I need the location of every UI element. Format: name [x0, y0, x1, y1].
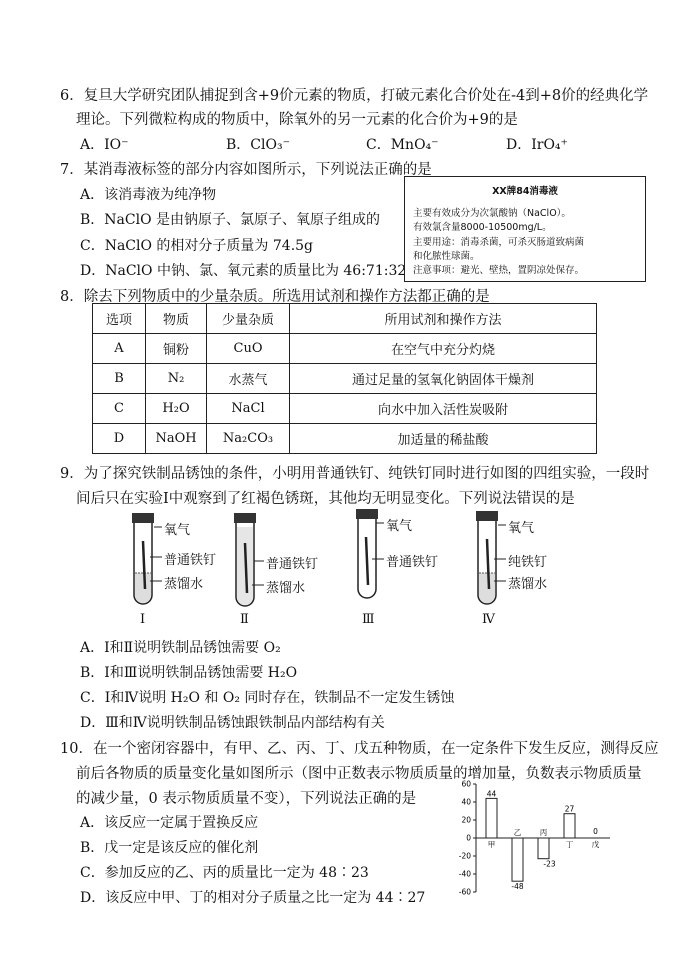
test-tube-1 [132, 513, 162, 604]
q10-option-b: B．戊一定是该反应的催化剂 [80, 840, 259, 856]
q7-option-a: A．该消毒液为纯净物 [80, 187, 217, 203]
table-cell: 铜粉 [146, 334, 207, 364]
bar-4 [564, 814, 575, 838]
tube4-numeral: Ⅳ [482, 612, 495, 627]
q6-stem-line2: 理论。下列微粒构成的物质中，除氧外的另一元素的化合价为+9的是 [76, 112, 518, 128]
category-label: 丙 [539, 828, 548, 837]
table-cell: NaOH [146, 424, 207, 454]
table-cell: Na₂CO₃ [207, 424, 290, 454]
q9-option-a: A．Ⅰ和Ⅱ说明铁制品锈蚀需要 O₂ [80, 640, 281, 656]
tube3-label-nail: 普通铁钉 [386, 555, 439, 570]
label-line: 有效氯含量8000-10500mg/L。 [413, 222, 552, 233]
table-row [93, 394, 597, 424]
data-label: -48 [511, 882, 524, 892]
tube4-label-nail: 纯铁钉 [508, 555, 548, 570]
label-line: 主要用途：消毒杀菌，可杀灭肠道致病菌 [413, 237, 585, 248]
q10-option-c: C．参加反应的乙、丙的质量比一定为 48∶23 [80, 865, 369, 881]
tube1-label-nail: 普通铁钉 [164, 553, 217, 568]
table-row [93, 424, 597, 454]
q9-option-d: D．Ⅲ和Ⅳ说明铁制品锈蚀跟铁制品内部结构有关 [80, 715, 385, 731]
table-header: 所用试剂和操作方法 [290, 304, 597, 334]
table-header: 少量杂质 [207, 304, 290, 334]
bar-2 [512, 838, 523, 881]
category-label: 甲 [487, 840, 496, 849]
q9-option-c: C．Ⅰ和Ⅳ说明 H₂O 和 O₂ 同时存在，铁制品不一定发生锈蚀 [80, 690, 455, 706]
tube1-label-water: 蒸馏水 [164, 577, 204, 592]
test-tube-3 [356, 509, 384, 598]
test-tube-4 [476, 511, 506, 604]
table-cell: 在空气中充分灼烧 [290, 334, 597, 364]
q10-stem-line1: 10．在一个密闭容器中，有甲、乙、丙、丁、戊五种物质，在一定条件下发生反应，测得反应 [60, 741, 659, 757]
table-cell: H₂O [146, 394, 207, 424]
q6-option-d: D．IrO₄⁺ [506, 137, 568, 153]
table-cell: A [93, 334, 146, 364]
y-tick-label: -60 [458, 887, 471, 897]
tube2-label-nail: 普通铁钉 [266, 557, 319, 572]
bar-3 [538, 838, 549, 859]
q9-option-b: B．Ⅰ和Ⅲ说明铁制品锈蚀需要 H₂O [80, 665, 298, 681]
label-line: 和化脓性球菌。 [413, 251, 480, 262]
table-cell: N₂ [146, 364, 207, 394]
label-title: XX牌84消毒液 [492, 186, 558, 197]
y-tick-label: 40 [461, 797, 471, 807]
table-header: 选项 [93, 304, 146, 334]
q7-option-c: C．NaClO 的相对分子质量为 74.5g [80, 238, 314, 254]
table-cell: NaCl [207, 394, 290, 424]
q7-option-d: D．NaClO 中钠、氯、氧元素的质量比为 46:71:32 [80, 263, 407, 279]
tube3-label-oxygen: 氧气 [386, 519, 413, 534]
mass-change-chart [454, 778, 614, 900]
q6-option-b: B．ClO₃⁻ [226, 137, 290, 153]
category-label: 戊 [591, 840, 600, 849]
table-header: 物质 [146, 304, 207, 334]
table-cell: 向水中加入活性炭吸附 [290, 394, 597, 424]
data-label: 44 [486, 789, 497, 799]
tube3-numeral: Ⅲ [362, 612, 375, 627]
data-label: 27 [564, 804, 575, 814]
table-header-row [93, 304, 597, 334]
table-cell: CuO [207, 334, 290, 364]
table-cell: D [93, 424, 146, 454]
q6-stem-line1: 6．复旦大学研究团队捕捉到含+9价元素的物质，打破元素化合价处在-4到+8价的经典化学 [60, 88, 649, 104]
tube2-label-water: 蒸馏水 [266, 581, 306, 596]
table-cell: B [93, 364, 146, 394]
q10-stem-line2: 前后各物质的质量变化量如图所示（图中正数表示物质质量的增加量，负数表示物质质量 [76, 766, 642, 782]
tube1-label-oxygen: 氧气 [164, 523, 191, 538]
category-label: 丁 [565, 840, 574, 849]
q7-stem: 7．某消毒液标签的部分内容如图所示，下列说法正确的是 [60, 162, 432, 178]
q8-stem: 8．除去下列物质中的少量杂质。所选用试剂和操作方法都正确的是 [60, 289, 490, 305]
q10-option-d: D．该反应中甲、丁的相对分子质量之比一定为 44∶27 [80, 890, 426, 906]
label-line: 注意事项：避光、壁热，置阴凉处保存。 [413, 265, 585, 276]
data-label: -23 [543, 859, 556, 869]
table-cell: 水蒸气 [207, 364, 290, 394]
q6-option-a: A．IO⁻ [80, 137, 129, 153]
y-tick-label: 60 [461, 779, 471, 789]
table-cell: C [93, 394, 146, 424]
data-label: 0 [593, 827, 598, 836]
tube4-label-water: 蒸馏水 [508, 577, 548, 592]
category-label: 乙 [513, 828, 522, 837]
q9-stem-line1: 9．为了探究铁制品锈蚀的条件，小明用普通铁钉、纯铁钉同时进行如图的四组实验，一段时 [60, 466, 650, 482]
bar-1 [486, 798, 497, 838]
q8-table [92, 303, 597, 454]
q10-stem-line3: 的减少量，0 表示物质质量不变），下列说法正确的是 [76, 791, 417, 807]
y-tick-label: 20 [461, 815, 471, 825]
tube2-numeral: Ⅱ [240, 612, 249, 627]
table-cell: 加适量的稀盐酸 [290, 424, 597, 454]
q7-option-b: B．NaClO 是由钠原子、氯原子、氧原子组成的 [80, 212, 381, 228]
y-tick-label: -20 [458, 851, 471, 861]
q10-option-a: A．该反应一定属于置换反应 [80, 815, 259, 831]
label-line: 主要有效成分为次氯酸钠（NaClO）。 [413, 208, 571, 219]
q9-stem-line2: 间后只在实验Ⅰ中观察到了红褐色锈斑，其他均无明显变化。下列说法错误的是 [76, 491, 575, 507]
table-row [93, 364, 597, 394]
y-tick-label: -40 [458, 869, 471, 879]
y-tick-label: 0 [466, 833, 471, 843]
disinfectant-label [404, 176, 646, 282]
table-cell: 通过足量的氢氧化钠固体干燥剂 [290, 364, 597, 394]
table-row [93, 334, 597, 364]
q6-option-c: C．MnO₄⁻ [366, 137, 439, 153]
tube1-numeral: Ⅰ [140, 612, 146, 627]
tube4-label-oxygen: 氧气 [508, 521, 535, 536]
test-tube-2 [234, 513, 264, 606]
